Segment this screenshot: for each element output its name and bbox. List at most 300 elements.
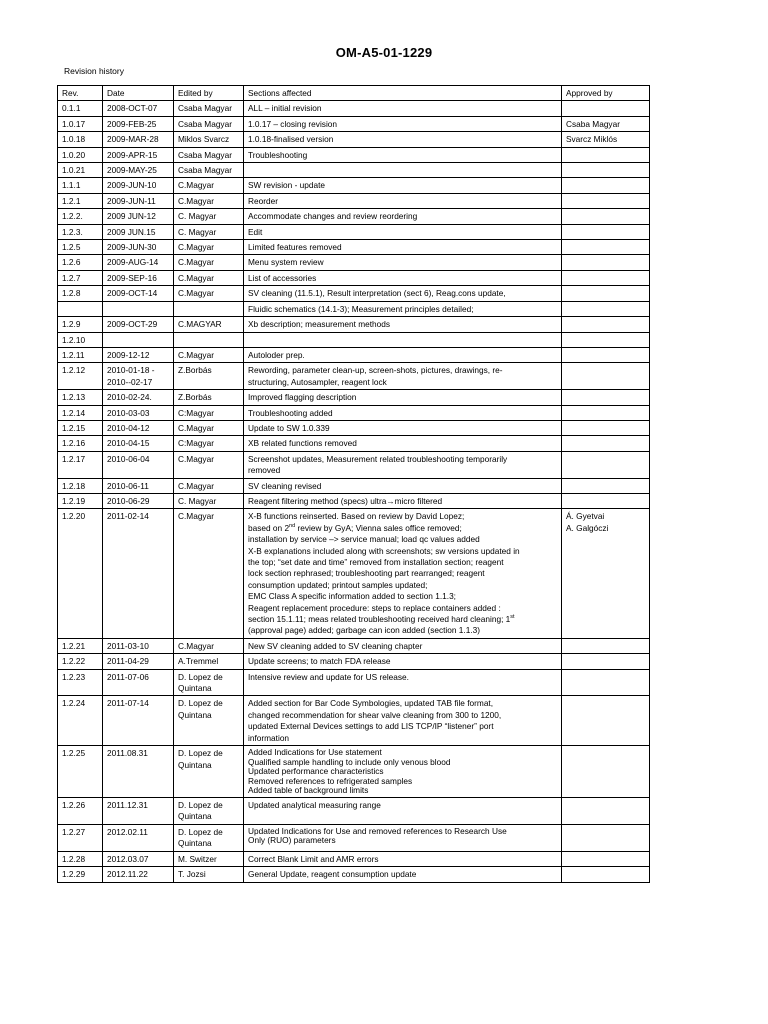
date-line: 2010--02-17	[107, 376, 153, 387]
edited-by-cell	[174, 101, 244, 116]
date-line: 2008-OCT-07	[107, 103, 158, 114]
sections-affected-line: Improved flagging description	[248, 392, 357, 403]
edited-by-line: Miklos Svarcz	[178, 134, 230, 145]
rev-cell: 0.1.1	[58, 101, 103, 116]
sections-affected-line: X-B functions reinserted. Based on review by David Lopez;	[248, 511, 465, 522]
date-cell	[103, 493, 174, 508]
date-line: 2009-JUN-10	[107, 180, 157, 191]
edited-by-line: C.Magyar	[178, 195, 214, 206]
edited-by-cell	[174, 347, 244, 362]
date-cell	[103, 101, 174, 116]
rev-cell: 1.0.21	[58, 163, 103, 178]
edited-by-line: D. Lopez de	[178, 826, 223, 837]
edited-by-cell	[174, 255, 244, 270]
edited-by-cell	[174, 317, 244, 332]
edited-by-line: C.Magyar	[178, 453, 214, 464]
edited-by-cell	[174, 193, 244, 208]
approved-by-line: Svarcz Miklós	[566, 134, 618, 145]
edited-by-cell	[174, 669, 244, 696]
edited-by-cell	[174, 638, 244, 653]
date-line: 2009 JUN-12	[107, 211, 156, 222]
date-line: 2009-FEB-25	[107, 118, 157, 129]
sections-affected-line: Updated performance characteristics	[248, 766, 384, 777]
approved-by-cell	[562, 317, 650, 332]
table-row	[58, 867, 650, 882]
edited-by-line: C. Magyar	[178, 211, 217, 222]
approved-by-cell	[562, 163, 650, 178]
sections-affected-line: General Update, reagent consumption update	[248, 869, 417, 880]
edited-by-cell	[174, 286, 244, 301]
sections-affected-line: section 15.1.11; meas related troubleshooting received hard cleaning; 1st	[248, 614, 515, 625]
rev-cell: 1.2.25	[58, 746, 103, 798]
table-row	[58, 478, 650, 493]
date-cell	[103, 867, 174, 882]
sections-affected-cell	[244, 405, 562, 420]
sections-affected-line: updated External Devices settings to add LIS TCP/IP “listener” port	[248, 721, 494, 732]
rev-cell: 1.2.11	[58, 347, 103, 362]
edited-by-line: Quintana	[178, 709, 212, 720]
approved-by-cell	[562, 255, 650, 270]
approved-by-cell	[562, 638, 650, 653]
date-cell	[103, 405, 174, 420]
approved-by-cell	[562, 101, 650, 116]
edited-by-cell	[174, 420, 244, 435]
rev-cell: 1.2.8	[58, 286, 103, 301]
sections-affected-line: Edit	[248, 226, 263, 237]
edited-by-line: Csaba Magyar	[178, 165, 232, 176]
table-row	[58, 101, 650, 116]
table-row	[58, 493, 650, 508]
sections-affected-line: SW revision - update	[248, 180, 326, 191]
sections-affected-cell	[244, 746, 562, 798]
approved-by-line: Á. Gyetvai	[566, 511, 605, 522]
approved-by-cell	[562, 798, 650, 825]
edited-by-cell	[174, 163, 244, 178]
edited-by-cell	[174, 363, 244, 390]
rev-cell: 1.2.18	[58, 478, 103, 493]
approved-by-cell	[562, 178, 650, 193]
rev-cell: 1.2.9	[58, 317, 103, 332]
approved-by-cell	[562, 436, 650, 451]
date-line: 2009-OCT-29	[107, 319, 158, 330]
sections-affected-cell	[244, 493, 562, 508]
sections-affected-cell	[244, 669, 562, 696]
edited-by-line: C.Magyar	[178, 257, 214, 268]
edited-by-line: D. Lopez de	[178, 698, 223, 709]
date-cell	[103, 332, 174, 347]
sections-affected-cell	[244, 193, 562, 208]
edited-by-cell	[174, 509, 244, 638]
sections-affected-line: Troubleshooting added	[248, 407, 333, 418]
table-row	[58, 436, 650, 451]
approved-by-cell	[562, 867, 650, 882]
edited-by-line: C.Magyar	[178, 422, 214, 433]
sections-affected-cell	[244, 163, 562, 178]
sections-affected-cell	[244, 696, 562, 746]
sections-affected-cell	[244, 824, 562, 851]
sections-affected-line: Update screens; to match FDA release	[248, 656, 391, 667]
rev-cell: 1.2.10	[58, 332, 103, 347]
sections-affected-cell	[244, 451, 562, 478]
sections-affected-cell	[244, 101, 562, 116]
table-row	[58, 255, 650, 270]
sections-affected-cell	[244, 638, 562, 653]
date-cell	[103, 301, 174, 316]
rev-cell: 1.0.20	[58, 147, 103, 162]
date-line: 2010-03-03	[107, 407, 150, 418]
sections-affected-cell	[244, 209, 562, 224]
sections-affected-line: Menu system review	[248, 257, 324, 268]
date-cell	[103, 193, 174, 208]
sections-affected-line: structuring, Autosampler, reagent lock	[248, 376, 387, 387]
edited-by-line: M. Switzer	[178, 853, 217, 864]
sections-affected-cell	[244, 347, 562, 362]
date-line: 2010-06-11	[107, 480, 149, 491]
sections-affected-line: SV cleaning revised	[248, 480, 322, 491]
approved-by-cell	[562, 405, 650, 420]
document-title: OM-A5-01-1229	[335, 45, 433, 60]
sections-affected-line: Rewording, parameter clean-up, screen-shots, pictures, drawings, re-	[248, 365, 503, 376]
edited-by-cell	[174, 851, 244, 866]
sections-affected-line: installation by service –> service manual; load qc values added	[248, 534, 480, 545]
date-line: 2009-APR-15	[107, 149, 158, 160]
date-cell	[103, 654, 174, 669]
table-row	[58, 451, 650, 478]
approved-by-line: Csaba Magyar	[566, 118, 620, 129]
date-cell	[103, 270, 174, 285]
sections-affected-line: Screenshot updates, Measurement related troubleshooting temporarily	[248, 453, 508, 464]
approved-by-cell	[562, 696, 650, 746]
edited-by-line: C:Magyar	[178, 407, 214, 418]
sections-affected-cell	[244, 116, 562, 131]
approved-by-cell	[562, 363, 650, 390]
rev-cell: 1.2.23	[58, 669, 103, 696]
sections-affected-line: ALL – initial revision	[248, 103, 322, 114]
edited-by-cell	[174, 746, 244, 798]
rev-cell: 1.0.18	[58, 132, 103, 147]
date-line: 2010-04-15	[107, 438, 150, 449]
sections-affected-line: the top; “set date and time” removed from installation section; reagent	[248, 557, 504, 567]
edited-by-line: C.Magyar	[178, 288, 214, 299]
sections-affected-line: Added Indications for Use statement	[248, 747, 382, 758]
edited-by-cell	[174, 867, 244, 882]
edited-by-line: Csaba Magyar	[178, 149, 232, 160]
approved-by-cell	[562, 301, 650, 316]
table-row	[58, 193, 650, 208]
date-cell	[103, 347, 174, 362]
date-line: 2010-06-29	[107, 495, 150, 506]
rev-cell: 1.2.7	[58, 270, 103, 285]
rev-cell: 1.2.2.	[58, 209, 103, 224]
date-line: 2012.02.11	[107, 826, 148, 837]
date-cell	[103, 390, 174, 405]
sections-affected-line: Qualified sample handling to include only venous blood	[248, 756, 451, 767]
sections-affected-cell	[244, 270, 562, 285]
approved-by-cell	[562, 478, 650, 493]
table-row	[58, 420, 650, 435]
date-cell	[103, 163, 174, 178]
approved-by-cell	[562, 193, 650, 208]
sections-affected-line: (approval page) added; garbage can icon added (section 1.1.3)	[248, 625, 481, 636]
date-cell	[103, 638, 174, 653]
date-line: 2009-JUN-30	[107, 242, 157, 253]
sections-affected-cell	[244, 363, 562, 390]
table-row	[58, 224, 650, 239]
approved-by-cell	[562, 851, 650, 866]
edited-by-cell	[174, 224, 244, 239]
edited-by-line: C. Magyar	[178, 495, 217, 506]
table-row	[58, 696, 650, 746]
edited-by-cell	[174, 301, 244, 316]
edited-by-cell	[174, 390, 244, 405]
date-cell	[103, 669, 174, 696]
rev-cell: 1.2.12	[58, 363, 103, 390]
edited-by-cell	[174, 493, 244, 508]
approved-by-cell	[562, 420, 650, 435]
approved-by-cell	[562, 132, 650, 147]
rev-cell: 1.2.19	[58, 493, 103, 508]
date-line: 2011-03-10	[107, 640, 149, 651]
table-row	[58, 240, 650, 255]
sections-affected-line: based on 2nd review by GyA; Vienna sales office removed;	[248, 522, 462, 533]
date-cell	[103, 116, 174, 131]
date-line: 2009-AUG-14	[107, 257, 159, 268]
edited-by-line: D. Lopez de	[178, 671, 223, 682]
revision-history-label: Revision history	[64, 66, 124, 76]
sections-affected-line: Reagent filtering method (specs) ultra→micro filtered	[248, 495, 443, 506]
sections-affected-line: SV cleaning (11.5.1), Result interpretation (sect 6), Reag.cons update,	[248, 288, 506, 299]
date-cell	[103, 451, 174, 478]
approved-by-cell	[562, 116, 650, 131]
sections-affected-line: changed recommendation for shear valve cleaning from 300 to 1200,	[248, 709, 502, 720]
rev-cell: 1.2.13	[58, 390, 103, 405]
sections-affected-line: Only (RUO) parameters	[248, 835, 336, 846]
rev-cell: 1.2.29	[58, 867, 103, 882]
table-row	[58, 363, 650, 390]
edited-by-line: T. Jozsi	[178, 869, 206, 880]
sections-affected-line: Troubleshooting	[248, 149, 308, 160]
rev-cell: 1.2.6	[58, 255, 103, 270]
sections-affected-line: removed	[248, 465, 281, 476]
sections-affected-line: Reagent replacement procedure: steps to replace containers added :	[248, 602, 501, 613]
date-cell	[103, 178, 174, 193]
date-cell	[103, 317, 174, 332]
edited-by-line: C.Magyar	[178, 640, 214, 651]
date-cell	[103, 363, 174, 390]
sections-affected-cell	[244, 420, 562, 435]
table-row	[58, 332, 650, 347]
edited-by-cell	[174, 436, 244, 451]
sections-affected-cell	[244, 286, 562, 301]
sections-affected-cell	[244, 654, 562, 669]
sections-affected-cell	[244, 478, 562, 493]
date-line: 2011.12.31	[107, 800, 148, 811]
table-row	[58, 286, 650, 301]
sections-affected-line: Intensive review and update for US release.	[248, 671, 409, 682]
edited-by-line: D. Lopez de	[178, 748, 223, 759]
table-row	[58, 317, 650, 332]
edited-by-line: Quintana	[178, 683, 212, 694]
edited-by-line: C.MAGYAR	[178, 319, 222, 330]
sections-affected-line: X-B explanations included along with screenshots; sw versions updated in	[248, 545, 520, 556]
approved-by-cell	[562, 509, 650, 638]
edited-by-cell	[174, 116, 244, 131]
date-cell	[103, 696, 174, 746]
header-sections-affected: Sections affected	[244, 86, 562, 101]
rev-cell	[58, 301, 103, 316]
edited-by-cell	[174, 478, 244, 493]
sections-affected-cell	[244, 332, 562, 347]
date-line: 2011-02-14	[107, 511, 149, 522]
table-row	[58, 209, 650, 224]
rev-cell: 1.2.3.	[58, 224, 103, 239]
edited-by-line: Csaba Magyar	[178, 103, 232, 114]
date-line: 2010-02-24.	[107, 392, 152, 403]
edited-by-line: C.Magyar	[178, 511, 214, 522]
approved-by-cell	[562, 390, 650, 405]
approved-by-cell	[562, 347, 650, 362]
table-row	[58, 851, 650, 866]
table-row	[58, 509, 650, 638]
edited-by-line: Z.Borbás	[178, 392, 212, 403]
sections-affected-cell	[244, 301, 562, 316]
date-line: 2009-OCT-14	[107, 288, 158, 299]
date-line: 2012.11.22	[107, 869, 148, 880]
edited-by-line: Quintana	[178, 811, 212, 822]
approved-by-cell	[562, 224, 650, 239]
date-cell	[103, 478, 174, 493]
edited-by-line: Quintana	[178, 759, 212, 770]
sections-affected-line: Xb description; measurement methods	[248, 319, 391, 330]
table-row	[58, 746, 650, 798]
edited-by-cell	[174, 696, 244, 746]
sections-affected-line: Updated Indications for Use and removed references to Research Use	[248, 825, 507, 836]
edited-by-cell	[174, 451, 244, 478]
approved-by-cell	[562, 240, 650, 255]
sections-affected-line: Added table of background limits	[248, 785, 369, 796]
rev-cell: 1.2.17	[58, 451, 103, 478]
rev-cell: 1.2.21	[58, 638, 103, 653]
table-row	[58, 147, 650, 162]
date-line: 2010-01-18 -	[107, 365, 155, 376]
date-cell	[103, 224, 174, 239]
approved-by-cell	[562, 746, 650, 798]
date-line: 2011-04-29	[107, 656, 149, 667]
rev-cell: 1.1.1	[58, 178, 103, 193]
edited-by-line: C.Magyar	[178, 180, 214, 191]
table-row	[58, 798, 650, 825]
date-cell	[103, 132, 174, 147]
date-line: 2009-MAR-28	[107, 134, 159, 145]
date-cell	[103, 240, 174, 255]
edited-by-line: C:Magyar	[178, 438, 214, 449]
sections-affected-line: List of accessories	[248, 272, 317, 283]
revision-history-table	[57, 85, 650, 883]
sections-affected-line: information	[248, 732, 290, 743]
edited-by-cell	[174, 405, 244, 420]
date-line: 2010-04-12	[107, 422, 150, 433]
date-cell	[103, 209, 174, 224]
date-cell	[103, 436, 174, 451]
rev-cell: 1.2.28	[58, 851, 103, 866]
date-cell	[103, 420, 174, 435]
edited-by-cell	[174, 798, 244, 825]
edited-by-cell	[174, 332, 244, 347]
sections-affected-line: Limited features removed	[248, 242, 342, 253]
rev-cell: 1.2.5	[58, 240, 103, 255]
sections-affected-cell	[244, 147, 562, 162]
table-row	[58, 301, 650, 316]
date-cell	[103, 851, 174, 866]
sections-affected-line: 1.0.17 – closing revision	[248, 118, 338, 129]
approved-by-cell	[562, 824, 650, 851]
header-edited-by: Edited by	[174, 86, 244, 101]
date-line: 2012.03.07	[107, 853, 149, 864]
sections-affected-line: Reorder	[248, 195, 278, 206]
date-line: 2009-12-12	[107, 349, 150, 360]
rev-cell: 1.2.14	[58, 405, 103, 420]
edited-by-line: D. Lopez de	[178, 800, 223, 811]
table-row	[58, 270, 650, 285]
edited-by-line: C. Magyar	[178, 226, 217, 237]
sections-affected-cell	[244, 132, 562, 147]
approved-by-cell	[562, 147, 650, 162]
sections-affected-cell	[244, 178, 562, 193]
rev-cell: 1.2.27	[58, 824, 103, 851]
table-row	[58, 116, 650, 131]
sections-affected-cell	[244, 798, 562, 825]
date-line: 2009-MAY-25	[107, 165, 157, 176]
edited-by-line: Z.Borbás	[178, 365, 212, 376]
approved-by-cell	[562, 654, 650, 669]
rev-cell: 1.2.15	[58, 420, 103, 435]
approved-by-cell	[562, 451, 650, 478]
sections-affected-line: XB related functions removed	[248, 438, 357, 449]
edited-by-cell	[174, 147, 244, 162]
rev-cell: 1.2.1	[58, 193, 103, 208]
date-cell	[103, 147, 174, 162]
sections-affected-line: lock section rephrased; troubleshooting part rearranged; reagent	[248, 568, 485, 579]
table-header-row	[58, 86, 650, 101]
sections-affected-cell	[244, 240, 562, 255]
table-row	[58, 347, 650, 362]
rev-cell: 1.2.20	[58, 509, 103, 638]
date-line: 2010-06-04	[107, 453, 150, 464]
date-line: 2009-SEP-16	[107, 272, 157, 283]
edited-by-line: C.Magyar	[178, 349, 214, 360]
date-cell	[103, 509, 174, 638]
edited-by-cell	[174, 270, 244, 285]
sections-affected-cell	[244, 436, 562, 451]
sections-affected-line: Autoloder prep.	[248, 349, 305, 360]
sections-affected-line: Update to SW 1.0.339	[248, 422, 330, 433]
table-row	[58, 405, 650, 420]
approved-by-cell	[562, 493, 650, 508]
edited-by-cell	[174, 240, 244, 255]
edited-by-line: C.Magyar	[178, 480, 214, 491]
edited-by-line: A.Tremmel	[178, 656, 219, 667]
approved-by-cell	[562, 332, 650, 347]
table-row	[58, 178, 650, 193]
date-line: 2011-07-06	[107, 671, 149, 682]
sections-affected-line: 1.0.18-finalised version	[248, 134, 334, 145]
table-row	[58, 824, 650, 851]
approved-by-cell	[562, 669, 650, 696]
sections-affected-line: Updated analytical measuring range	[248, 800, 381, 811]
sections-affected-cell	[244, 390, 562, 405]
sections-affected-cell	[244, 867, 562, 882]
edited-by-line: Quintana	[178, 838, 212, 849]
